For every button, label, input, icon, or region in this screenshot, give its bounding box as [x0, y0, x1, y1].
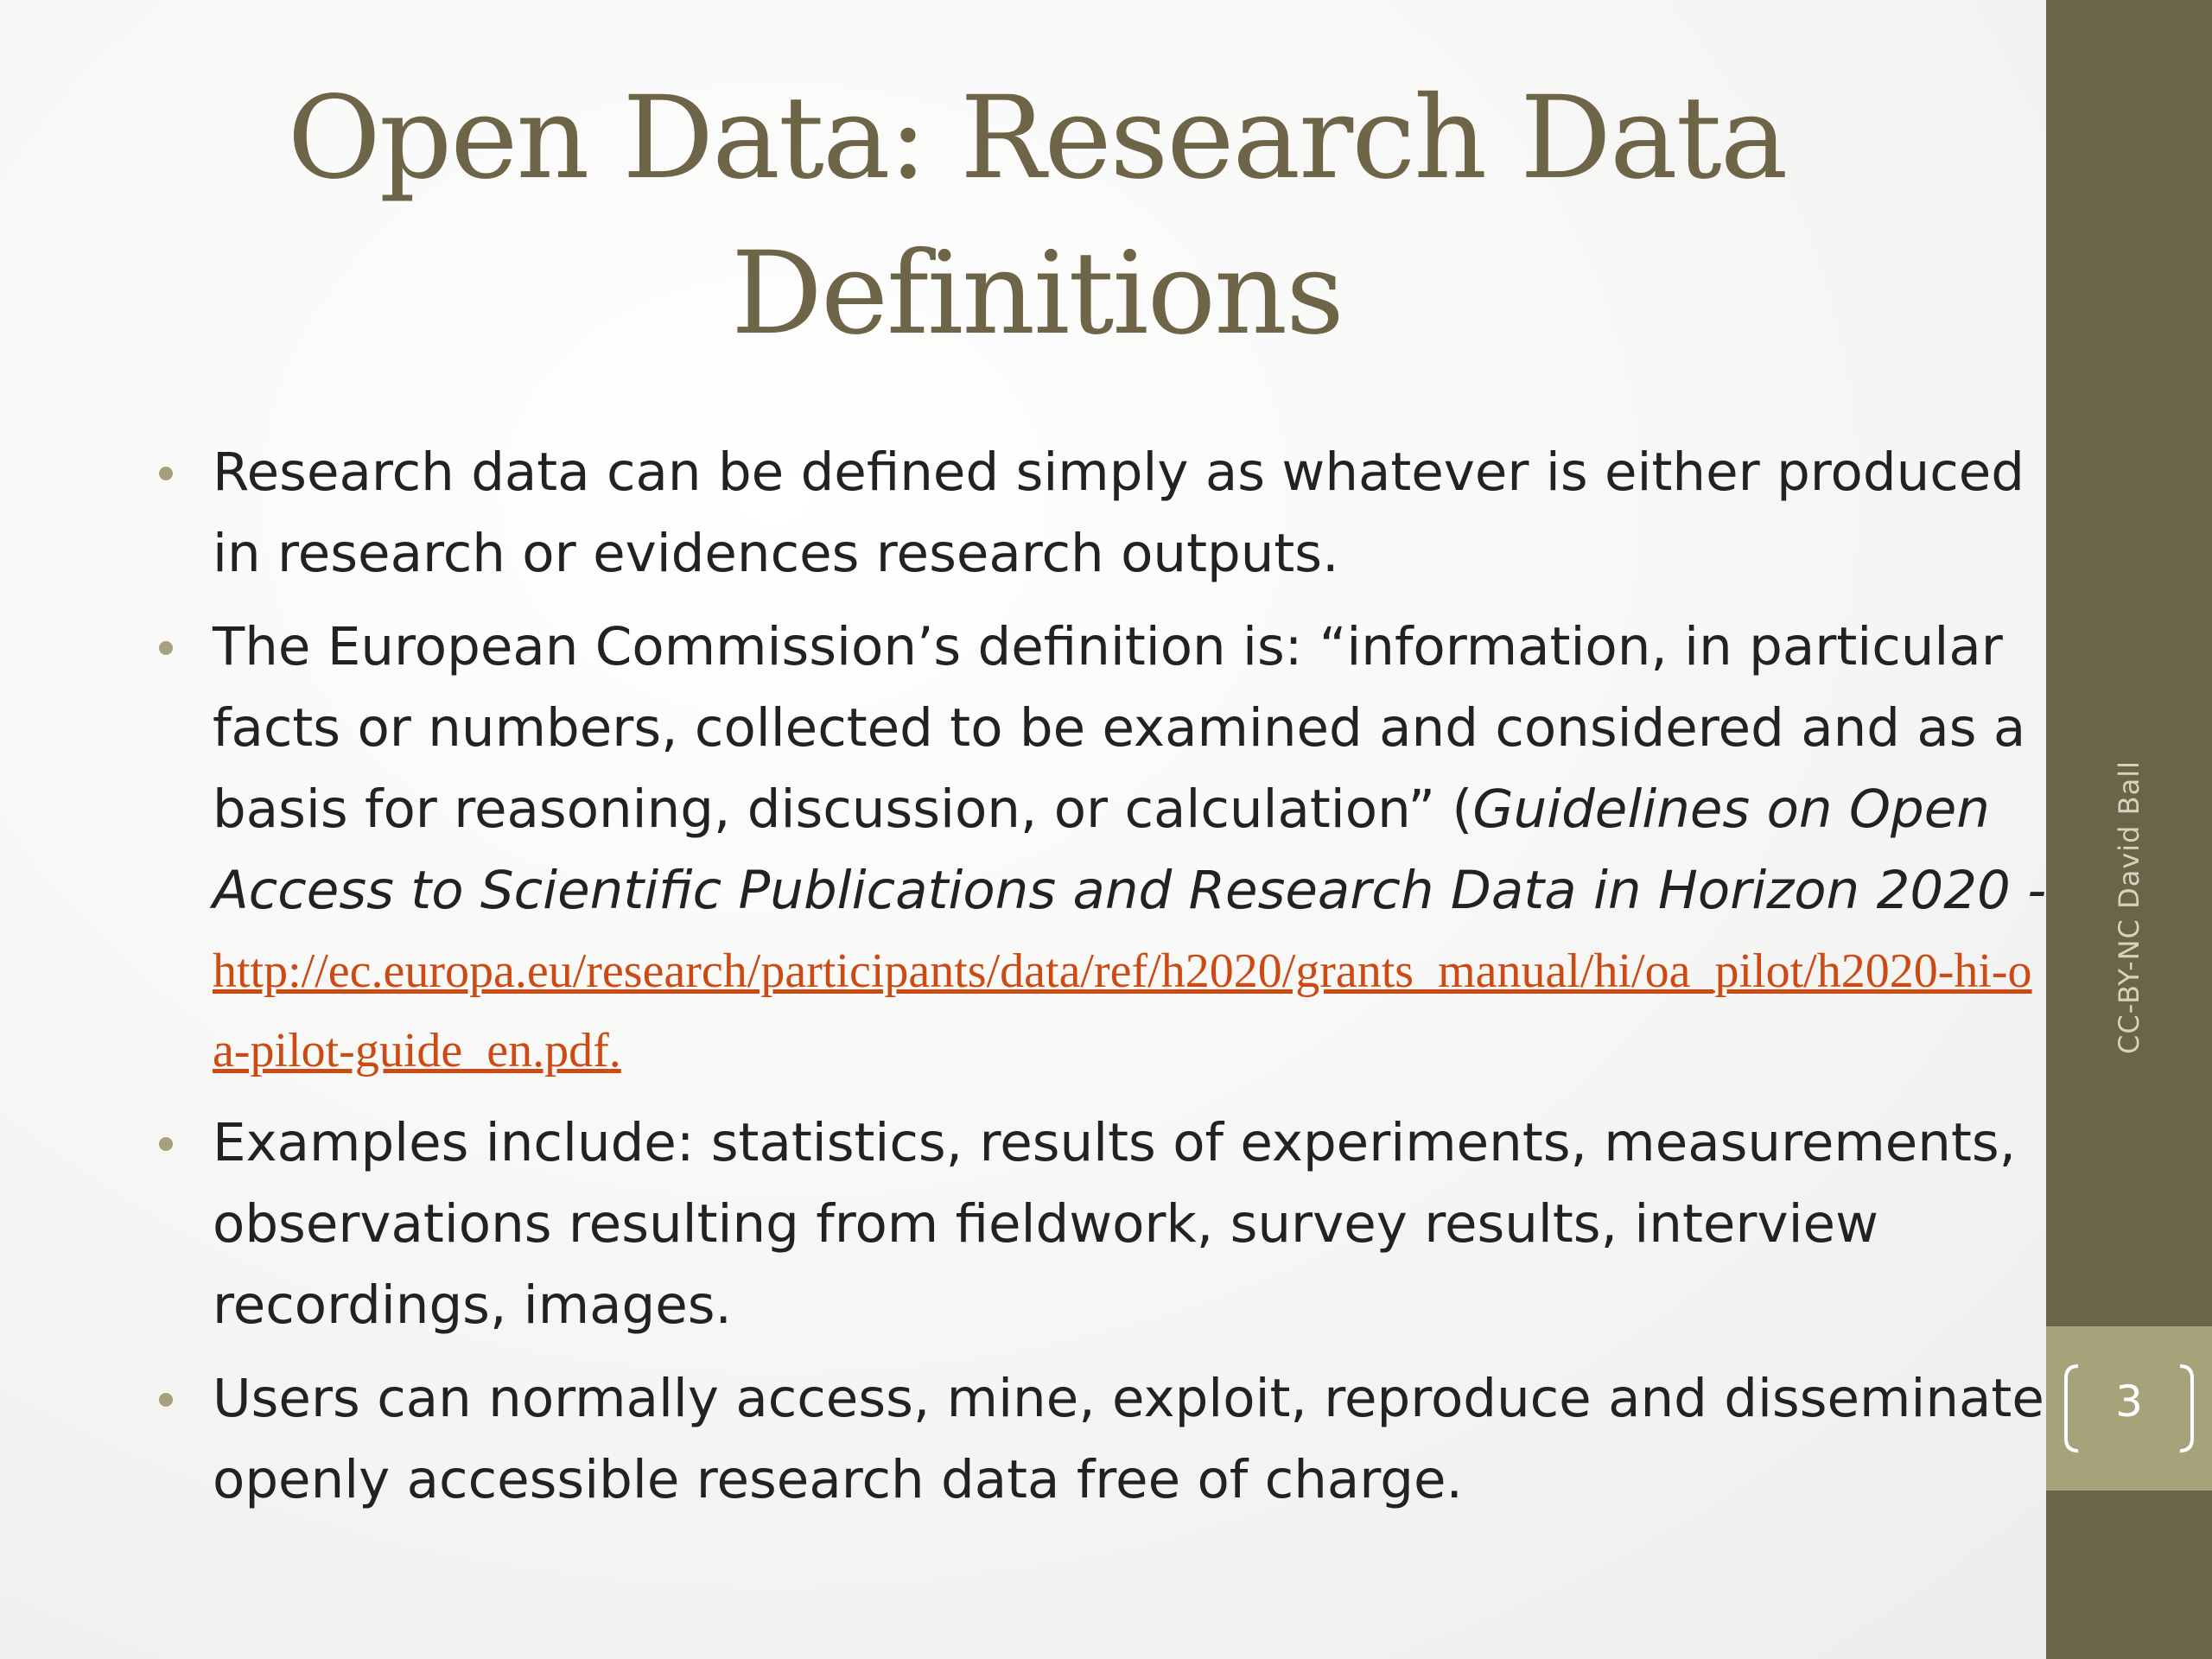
bullet-item	[156, 607, 2048, 1090]
bullet-item	[156, 1358, 2048, 1521]
link-suffix: .	[608, 1024, 621, 1077]
bullet-italic-citation: Guidelines on Open Access to Scientific Publications and Research Data in Horizon 2020 -	[213, 779, 2047, 921]
bullet-item	[156, 432, 2048, 594]
page-number-box	[2046, 1326, 2212, 1491]
guide-link-url[interactable]: http://ec.europa.eu/research/participants/data/ref/h2020/grants_manual/hi/oa_pilot/h2020-hi-oa-pilot-guide_en.pdf	[213, 944, 2032, 1077]
bullet-item	[156, 1103, 2048, 1346]
bullet-text: Examples include: statistics, results of experiments, measurements, observations resulting from fieldwork, survey results, interview recordings, images.	[213, 1112, 2017, 1336]
slide-title	[156, 60, 1918, 372]
sidebar	[2046, 0, 2212, 1659]
page-number: 3	[2115, 1376, 2143, 1427]
slide-title-line-2: Definitions	[731, 227, 1343, 360]
bullet-list	[156, 432, 2048, 1533]
guide-link[interactable]	[213, 931, 2048, 1090]
bullet-text: Research data can be defined simply as whatever is either produced in research or evidences research outputs.	[213, 442, 2025, 584]
bullet-text: The European Commission’s definition is: “information, in particular facts or numbers, collected to be examined and considered and as a basis for reasoning, discussion, or calculation” (	[213, 616, 2026, 840]
slide-title-line-1: Open Data: Research Data	[287, 72, 1787, 205]
license-credit: CC-BY-NC David Ball	[2113, 760, 2145, 1054]
bullet-text: Users can normally access, mine, exploit, reproduce and disseminate openly accessible research data free of charge.	[213, 1368, 2044, 1510]
